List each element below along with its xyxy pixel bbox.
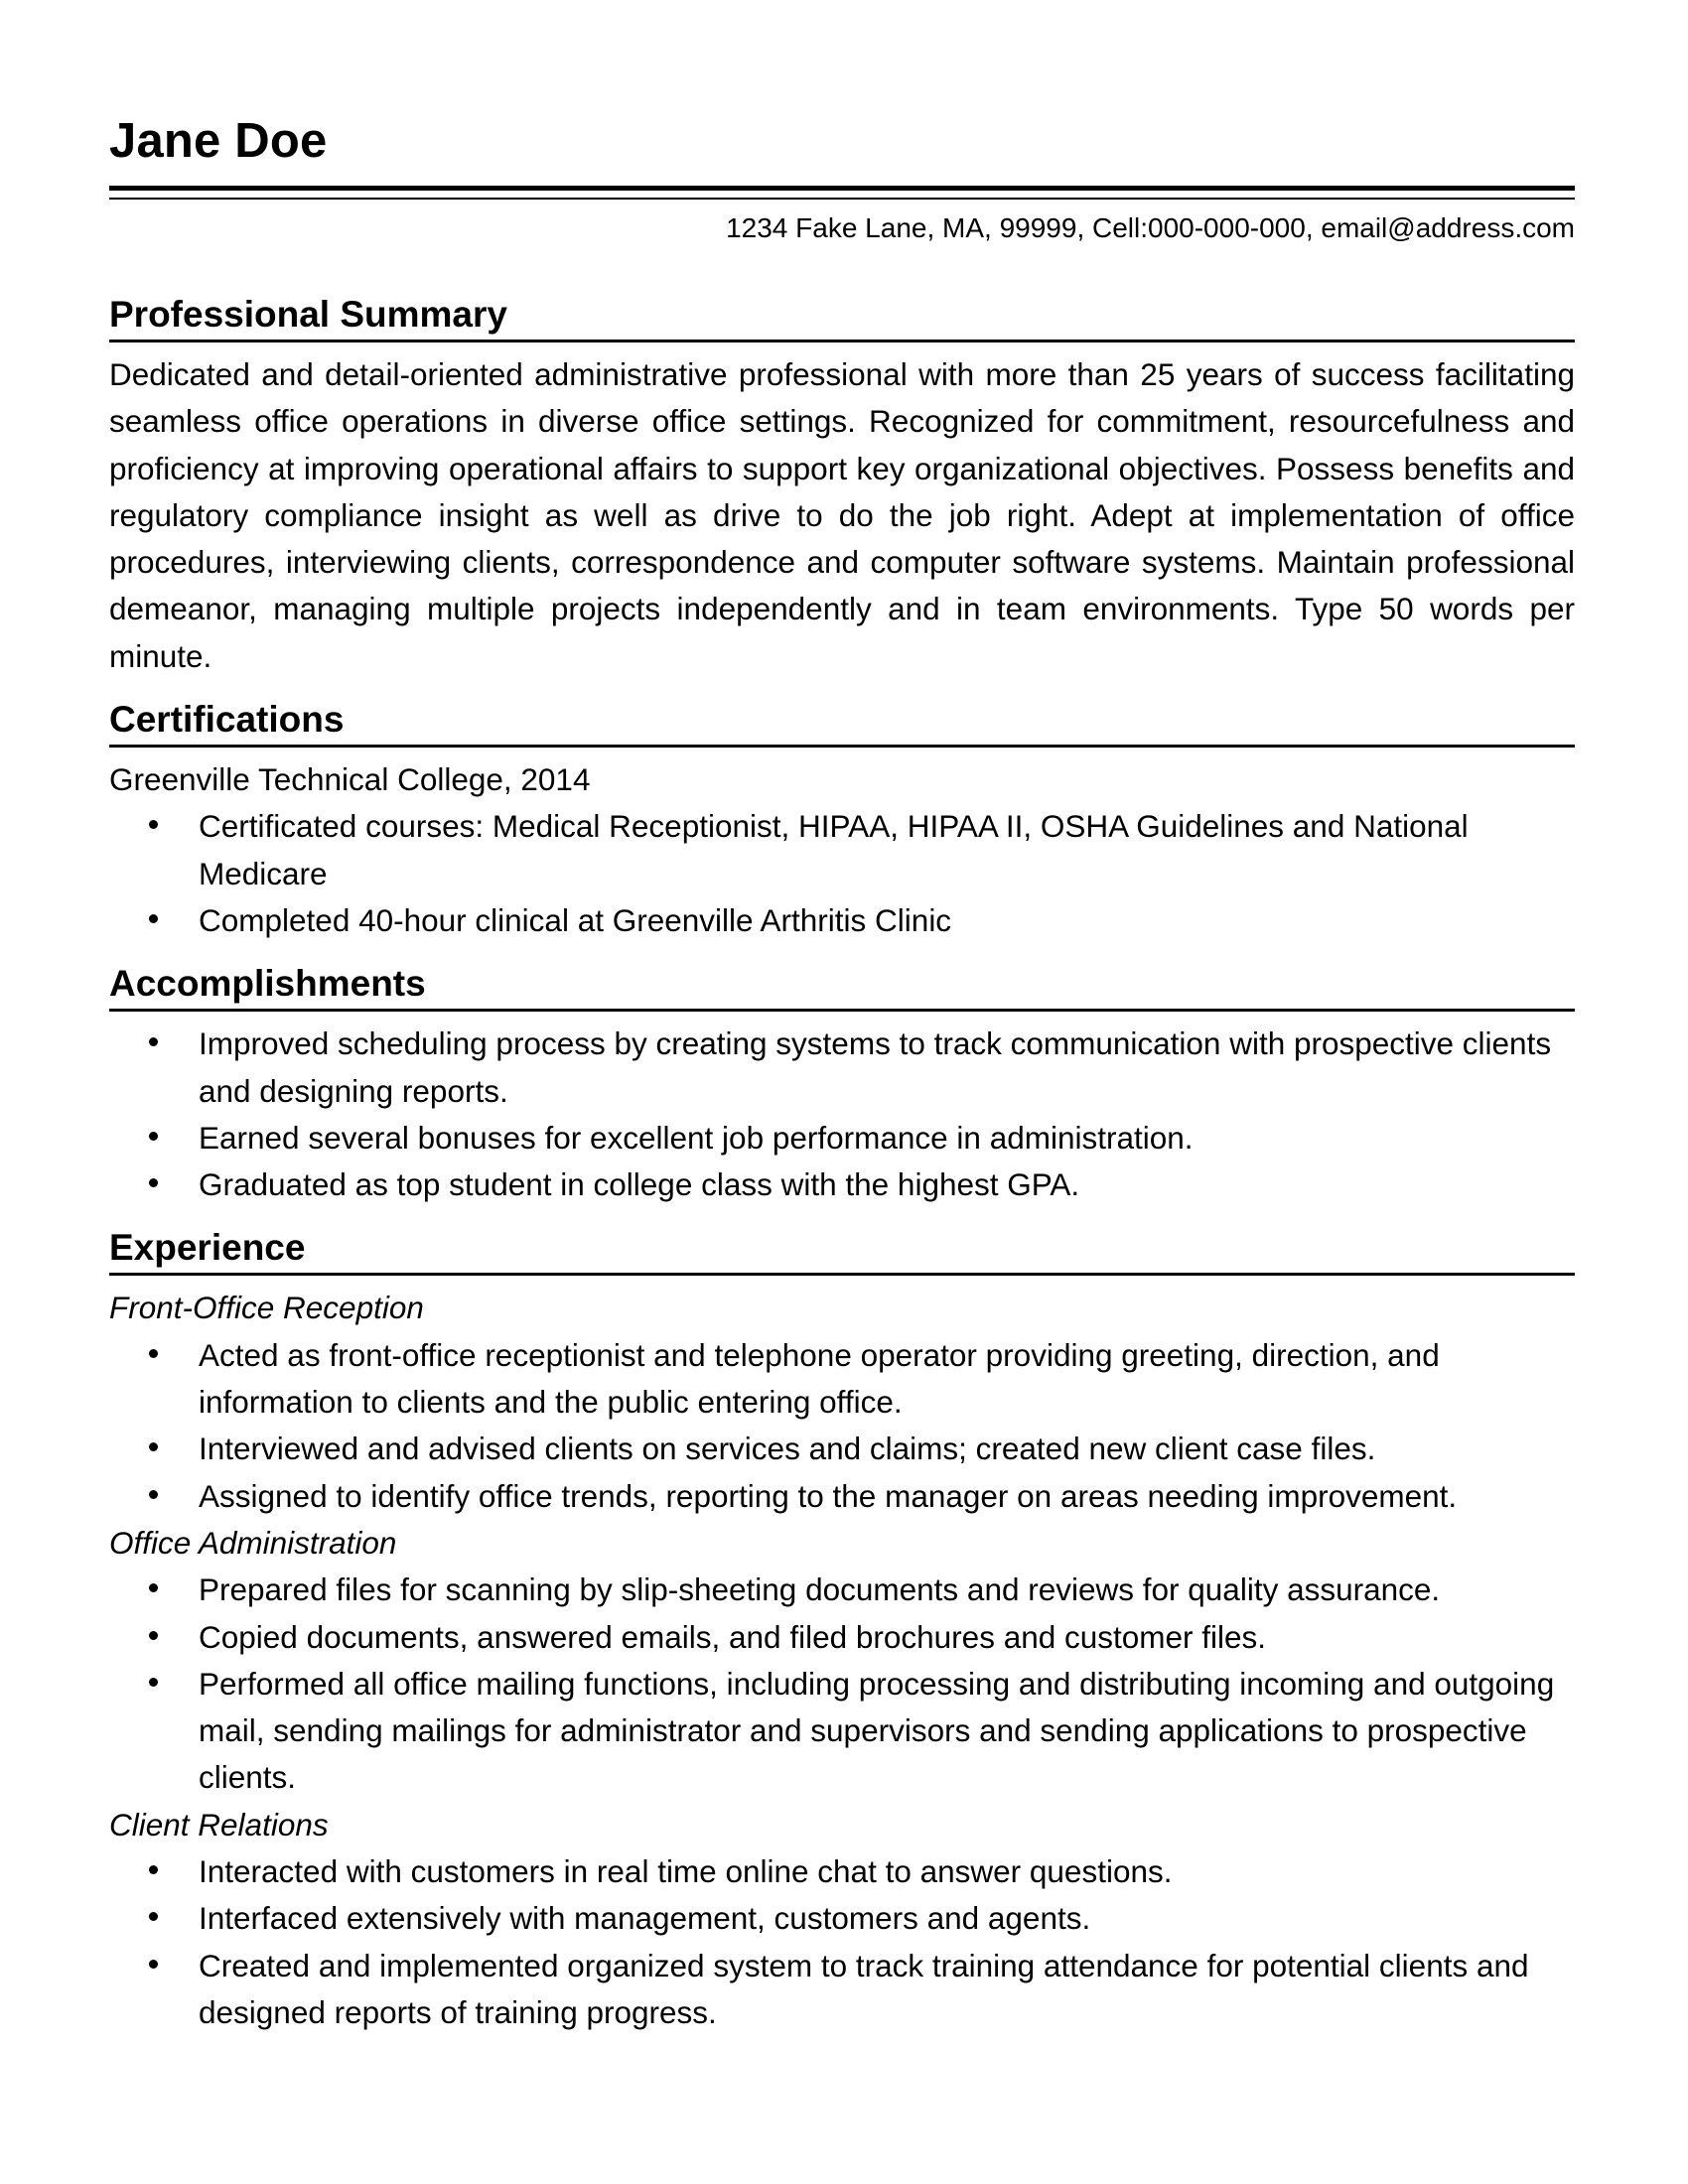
list-item-text: Interacted with customers in real time online chat to answer questions. <box>199 1853 1173 1890</box>
certifications-section <box>109 698 1575 944</box>
summary-text: Dedicated and detail-oriented administrative professional with more than 25 years of success facilitating seamless office operations in diverse office settings. Recognized for commitment, resourcefulness and proficiency at improving operational affairs to support key organizational objectives. Possess benefits and regulatory compliance insight as well as drive to do the job right. Adept at implementation of office procedures, interviewing clients, correspondence and computer software systems. Maintain professional demeanor, managing multiple projects independently and in team environments. Type 50 words per minute. <box>109 356 1575 674</box>
experience-section <box>109 1226 1575 2036</box>
resume-name: Jane Doe <box>109 114 328 168</box>
summary-rule <box>109 340 1575 342</box>
list-item <box>109 1614 1575 1661</box>
list-item <box>109 1473 1575 1520</box>
role-duties <box>109 1567 1575 1801</box>
list-item <box>109 897 1575 944</box>
accomplishments-section <box>109 962 1575 1208</box>
bullet-icon <box>149 1678 158 1687</box>
summary-heading: Professional Summary <box>109 294 507 335</box>
list-item-text: Earned several bonuses for excellent job performance in administration. <box>199 1119 1194 1156</box>
list-item-text: Performed all office mailing functions, including processing and distributing incoming and outgoing mail, sending mailings for administrator and supervisors and sending applications to prospective clients. <box>199 1665 1555 1796</box>
list-item-text: Graduated as top student in college class with the highest GPA. <box>199 1166 1080 1203</box>
list-item-text: Prepared files for scanning by slip-sheeting documents and reviews for quality assurance. <box>199 1571 1441 1608</box>
bullet-icon <box>149 1178 158 1187</box>
bullet-icon <box>149 1490 158 1499</box>
bullet-icon <box>149 1583 158 1592</box>
bullet-icon <box>149 1865 158 1874</box>
list-item-text: Certificated courses: Medical Receptionist, HIPAA, HIPAA II, OSHA Guidelines and National Medicare <box>199 808 1469 891</box>
list-item <box>109 1115 1575 1161</box>
accomplishment-list <box>109 1021 1575 1208</box>
experience-role <box>109 1802 1575 2036</box>
experience-heading: Experience <box>109 1227 306 1269</box>
bullet-icon <box>149 914 158 923</box>
accomplishments-rule <box>109 1009 1575 1012</box>
list-item-text: Copied documents, answered emails, and filed brochures and customer files. <box>199 1618 1267 1655</box>
bullet-icon <box>149 820 158 829</box>
list-item <box>109 1895 1575 1942</box>
bullet-icon <box>149 1442 158 1451</box>
list-item <box>109 1426 1575 1472</box>
list-item-text: Improved scheduling process by creating systems to track communication with prospective clients and designing reports. <box>199 1025 1552 1109</box>
experience-role <box>109 1520 1575 1802</box>
list-item <box>109 803 1575 897</box>
bullet-icon <box>149 1132 158 1141</box>
list-item-text: Assigned to identify office trends, reporting to the manager on areas needing improvement. <box>199 1477 1458 1514</box>
resume-page <box>109 111 1575 2036</box>
experience-role <box>109 1285 1575 1519</box>
list-item-text: Acted as front-office receptionist and telephone operator providing greeting, direction, and information to clients and the public entering office. <box>199 1336 1440 1421</box>
role-duties <box>109 1332 1575 1520</box>
bullet-icon <box>149 1349 158 1358</box>
bullet-icon <box>149 1912 158 1921</box>
list-item <box>109 1943 1575 2037</box>
bullet-icon <box>149 1631 158 1640</box>
role-duties <box>109 1848 1575 2036</box>
header-rule-thin <box>109 198 1575 200</box>
certifications-rule <box>109 745 1575 748</box>
role-title: Client Relations <box>109 1806 329 1843</box>
list-item <box>109 1848 1575 1895</box>
certification-list <box>109 803 1575 944</box>
list-item-text: Completed 40-hour clinical at Greenville Arthritis Clinic <box>199 901 952 938</box>
bullet-icon <box>149 1960 158 1969</box>
list-item-text: Interviewed and advised clients on services and claims; created new client case files. <box>199 1431 1376 1467</box>
list-item <box>109 1021 1575 1115</box>
list-item <box>109 1567 1575 1613</box>
list-item-text: Interfaced extensively with management, customers and agents. <box>199 1900 1091 1937</box>
summary-section <box>109 293 1575 680</box>
list-item <box>109 1161 1575 1208</box>
role-title: Front-Office Reception <box>109 1290 424 1326</box>
list-item <box>109 1332 1575 1427</box>
contact-info: 1234 Fake Lane, MA, 99999, Cell:000-000-000, email@address.com <box>726 212 1575 243</box>
certification-institution: Greenville Technical College, 2014 <box>109 761 591 798</box>
experience-rule <box>109 1273 1575 1276</box>
certifications-heading: Certifications <box>109 699 345 741</box>
role-title: Office Administration <box>109 1524 397 1561</box>
accomplishments-heading: Accomplishments <box>109 963 426 1005</box>
bullet-icon <box>149 1037 158 1046</box>
header-rule-thick <box>109 186 1575 191</box>
list-item-text: Created and implemented organized system to track training attendance for potential clients and designed reports of training progress. <box>199 1947 1529 2030</box>
list-item <box>109 1661 1575 1802</box>
